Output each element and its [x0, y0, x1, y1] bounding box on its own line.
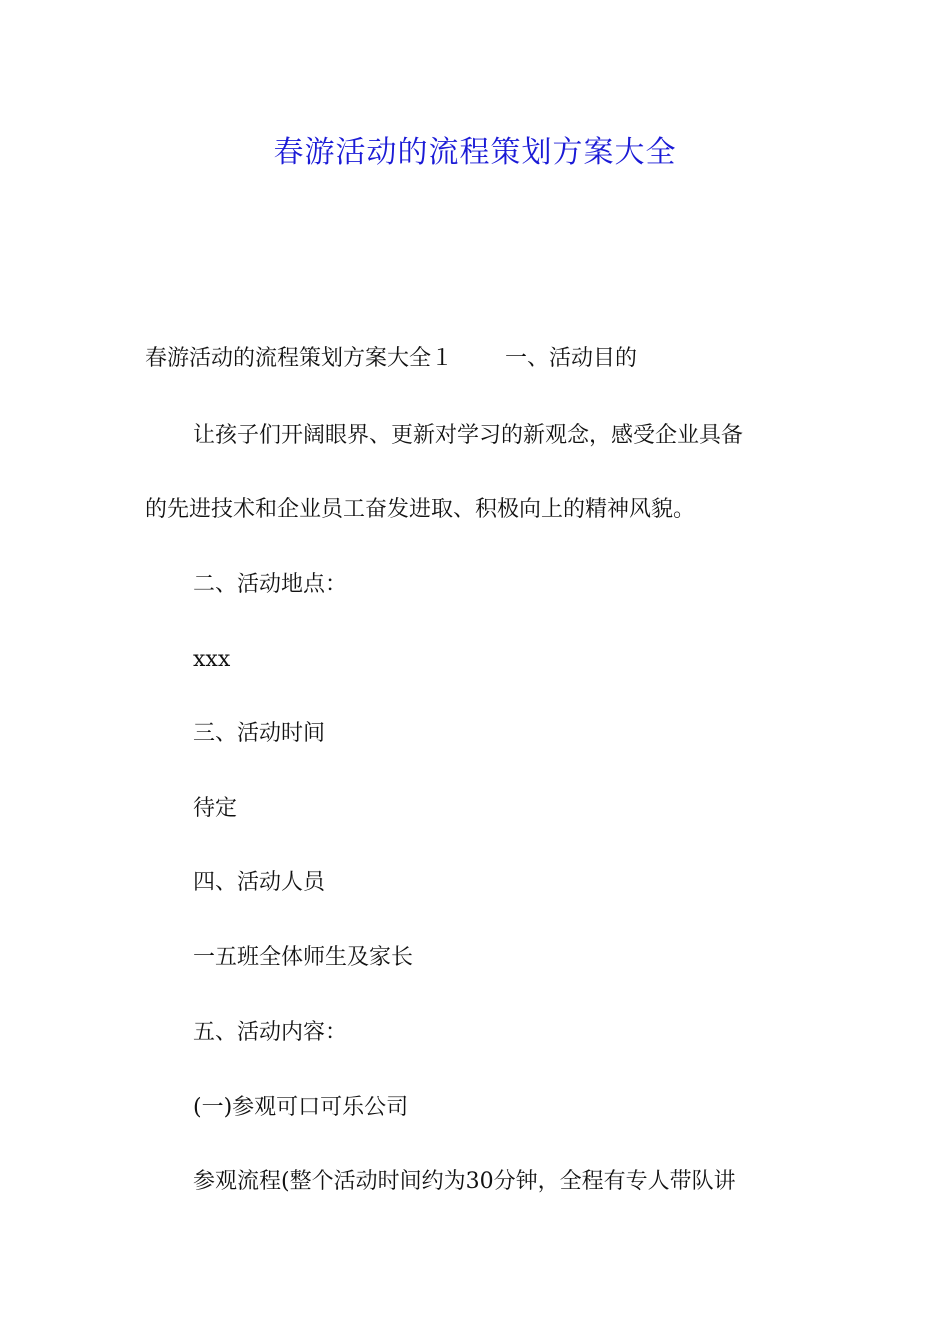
paragraph-purpose-line-2: 的先进技术和企业员工奋发进取、积极向上的精神风貌。	[145, 497, 696, 522]
paragraph-visit-process: 参观流程(整个活动时间约为30分钟，全程有专人带队讲	[193, 1169, 736, 1194]
paragraph-time: 待定	[193, 796, 238, 821]
paragraph-location: xxx	[193, 647, 231, 672]
subsection-heading-visit: (一)参观可口可乐公司	[193, 1095, 409, 1120]
document-title: 春游活动的流程策划方案大全	[273, 135, 677, 170]
section-heading-participants: 四、活动人员	[193, 870, 326, 895]
paragraph-purpose-line-1: 让孩子们开阔眼界、更新对学习的新观念，感受企业具备	[193, 423, 744, 448]
document-subtitle: 春游活动的流程策划方案大全１	[145, 346, 454, 371]
section-heading-purpose: 一、活动目的	[505, 346, 638, 371]
section-heading-location: 二、活动地点：	[193, 572, 348, 597]
paragraph-participants: 一五班全体师生及家长	[193, 945, 414, 970]
section-heading-content: 五、活动内容：	[193, 1020, 348, 1045]
heading-line	[145, 344, 637, 374]
section-heading-time: 三、活动时间	[193, 721, 326, 746]
